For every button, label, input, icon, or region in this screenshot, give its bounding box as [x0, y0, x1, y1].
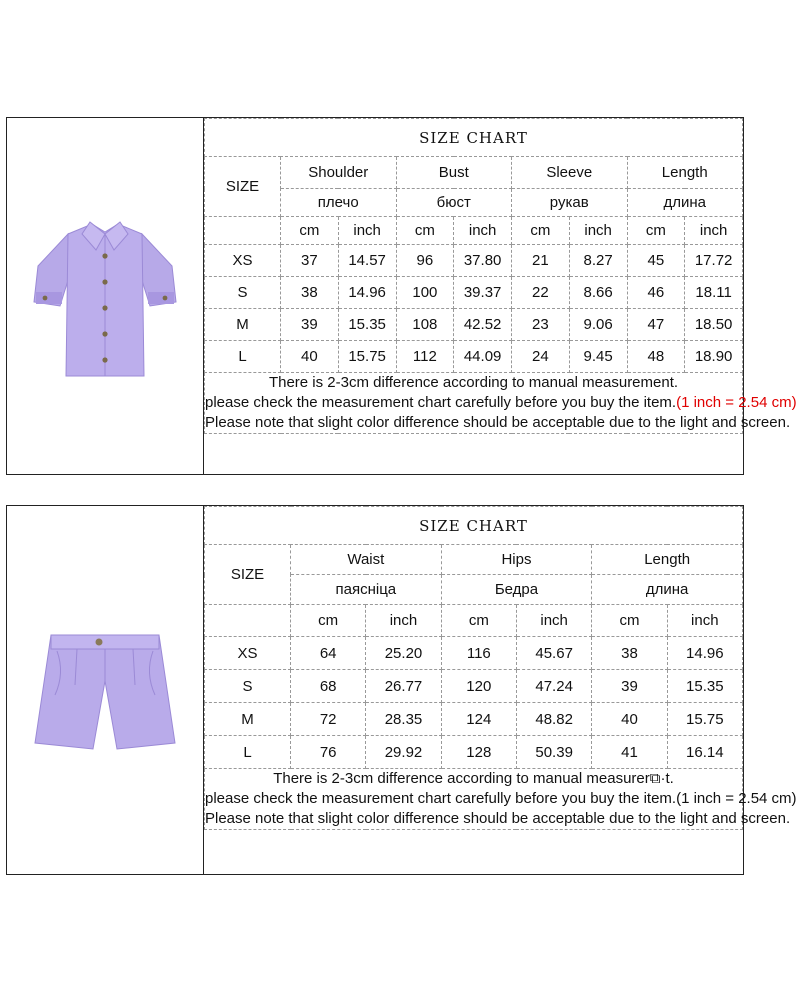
value-cell: 14.96 [338, 277, 396, 309]
table-row [205, 736, 743, 769]
size-header: SIZE [205, 157, 281, 217]
measure-header: Shoulder [281, 157, 397, 189]
value-cell: 39 [281, 309, 339, 341]
measure-subheader: паясніца [291, 575, 442, 605]
size-cell: XS [205, 245, 281, 277]
value-cell: 38 [592, 637, 667, 670]
unit-cell: cm [291, 605, 366, 637]
unit-cell: cm [441, 605, 516, 637]
unit-cell: inch [685, 217, 743, 245]
size-chart-bottom [6, 505, 797, 875]
chart-title: SIZE CHART [205, 119, 743, 157]
unit-cell: inch [338, 217, 396, 245]
shirt-image-cell [7, 118, 204, 474]
value-cell: 18.11 [685, 277, 743, 309]
value-cell: 29.92 [366, 736, 441, 769]
value-cell: 39.37 [454, 277, 512, 309]
value-cell: 21 [512, 245, 570, 277]
value-cell: 24 [512, 341, 570, 373]
measure-header: Waist [291, 545, 442, 575]
measure-header: Sleeve [512, 157, 628, 189]
measure-subheader: длина [627, 189, 743, 217]
value-cell: 108 [396, 309, 454, 341]
unit-cell: cm [592, 605, 667, 637]
value-cell: 16.14 [667, 736, 742, 769]
unit-cell: inch [366, 605, 441, 637]
value-cell: 8.66 [569, 277, 627, 309]
measure-header: Length [592, 545, 743, 575]
value-cell: 40 [281, 341, 339, 373]
table-row [205, 703, 743, 736]
value-cell: 25.20 [366, 637, 441, 670]
value-cell: 14.57 [338, 245, 396, 277]
value-cell: 40 [592, 703, 667, 736]
measure-subheader: Бедра [441, 575, 592, 605]
table-row [205, 670, 743, 703]
value-cell: 18.90 [685, 341, 743, 373]
measure-subheader: длина [592, 575, 743, 605]
value-cell: 46 [627, 277, 685, 309]
value-cell: 42.52 [454, 309, 512, 341]
note-color: Please note that slight color difference should be acceptable due to the light and screen. [205, 414, 791, 431]
value-cell: 128 [441, 736, 516, 769]
table-row [205, 637, 743, 670]
unit-cell: cm [512, 217, 570, 245]
value-cell: 112 [396, 341, 454, 373]
value-cell: 50.39 [516, 736, 591, 769]
value-cell: 9.06 [569, 309, 627, 341]
value-cell: 47.24 [516, 670, 591, 703]
chart-title: SIZE CHART [205, 507, 743, 545]
value-cell: 23 [512, 309, 570, 341]
value-cell: 8.27 [569, 245, 627, 277]
value-cell: 9.45 [569, 341, 627, 373]
value-cell: 76 [291, 736, 366, 769]
size-cell: S [205, 277, 281, 309]
value-cell: 47 [627, 309, 685, 341]
value-cell: 41 [592, 736, 667, 769]
value-cell: 14.96 [667, 637, 742, 670]
shorts-size-table [204, 506, 797, 830]
value-cell: 38 [281, 277, 339, 309]
value-cell: 96 [396, 245, 454, 277]
value-cell: 37 [281, 245, 339, 277]
notes-cell [205, 769, 797, 830]
empty-cell [205, 605, 291, 637]
shorts-image-cell [7, 506, 204, 874]
value-cell: 17.72 [685, 245, 743, 277]
table-row [205, 245, 743, 277]
shirt-image [30, 206, 180, 386]
measure-subheader: рукав [512, 189, 628, 217]
measure-subheader: плечо [281, 189, 397, 217]
unit-cell: cm [627, 217, 685, 245]
value-cell: 15.75 [667, 703, 742, 736]
note-inch-conversion: (1 inch = 2.54 cm) [676, 394, 797, 411]
unit-cell: inch [667, 605, 742, 637]
value-cell: 15.35 [338, 309, 396, 341]
value-cell: 44.09 [454, 341, 512, 373]
notes-cell [205, 373, 797, 434]
value-cell: 124 [441, 703, 516, 736]
value-cell: 48.82 [516, 703, 591, 736]
value-cell: 120 [441, 670, 516, 703]
size-header: SIZE [205, 545, 291, 605]
value-cell: 37.80 [454, 245, 512, 277]
unit-cell: inch [516, 605, 591, 637]
value-cell: 15.75 [338, 341, 396, 373]
note-color: Please note that slight color difference should be acceptable due to the light and screen. [205, 810, 791, 827]
value-cell: 72 [291, 703, 366, 736]
measure-header: Hips [441, 545, 592, 575]
unit-cell: cm [396, 217, 454, 245]
value-cell: 26.77 [366, 670, 441, 703]
size-cell: S [205, 670, 291, 703]
table-row [205, 309, 743, 341]
size-cell: XS [205, 637, 291, 670]
table-row [205, 277, 743, 309]
note-measurement: There is 2-3cm difference according to manual measurer⧉·t. [273, 770, 674, 787]
note-measurement: There is 2-3cm difference according to manual measurement. [268, 374, 679, 391]
shirt-size-table [204, 118, 797, 434]
unit-cell: cm [281, 217, 339, 245]
value-cell: 45.67 [516, 637, 591, 670]
value-cell: 68 [291, 670, 366, 703]
value-cell: 116 [441, 637, 516, 670]
table-row [205, 341, 743, 373]
value-cell: 48 [627, 341, 685, 373]
size-cell: M [205, 703, 291, 736]
size-cell: L [205, 341, 281, 373]
empty-cell [205, 217, 281, 245]
size-cell: L [205, 736, 291, 769]
value-cell: 15.35 [667, 670, 742, 703]
value-cell: 18.50 [685, 309, 743, 341]
value-cell: 39 [592, 670, 667, 703]
note-check-chart [205, 393, 797, 413]
value-cell: 100 [396, 277, 454, 309]
measure-header: Length [627, 157, 743, 189]
size-cell: M [205, 309, 281, 341]
measure-header: Bust [396, 157, 512, 189]
note-check-text: please check the measurement chart carefully before you buy the item. [205, 394, 677, 411]
unit-cell: inch [569, 217, 627, 245]
note-check-chart: please check the measurement chart carefully before you buy the item.(1 inch = 2.54 cm) [205, 790, 797, 807]
shorts-image [25, 625, 185, 755]
value-cell: 28.35 [366, 703, 441, 736]
value-cell: 45 [627, 245, 685, 277]
value-cell: 22 [512, 277, 570, 309]
size-chart-top [6, 117, 797, 475]
unit-cell: inch [454, 217, 512, 245]
value-cell: 64 [291, 637, 366, 670]
measure-subheader: бюст [396, 189, 512, 217]
